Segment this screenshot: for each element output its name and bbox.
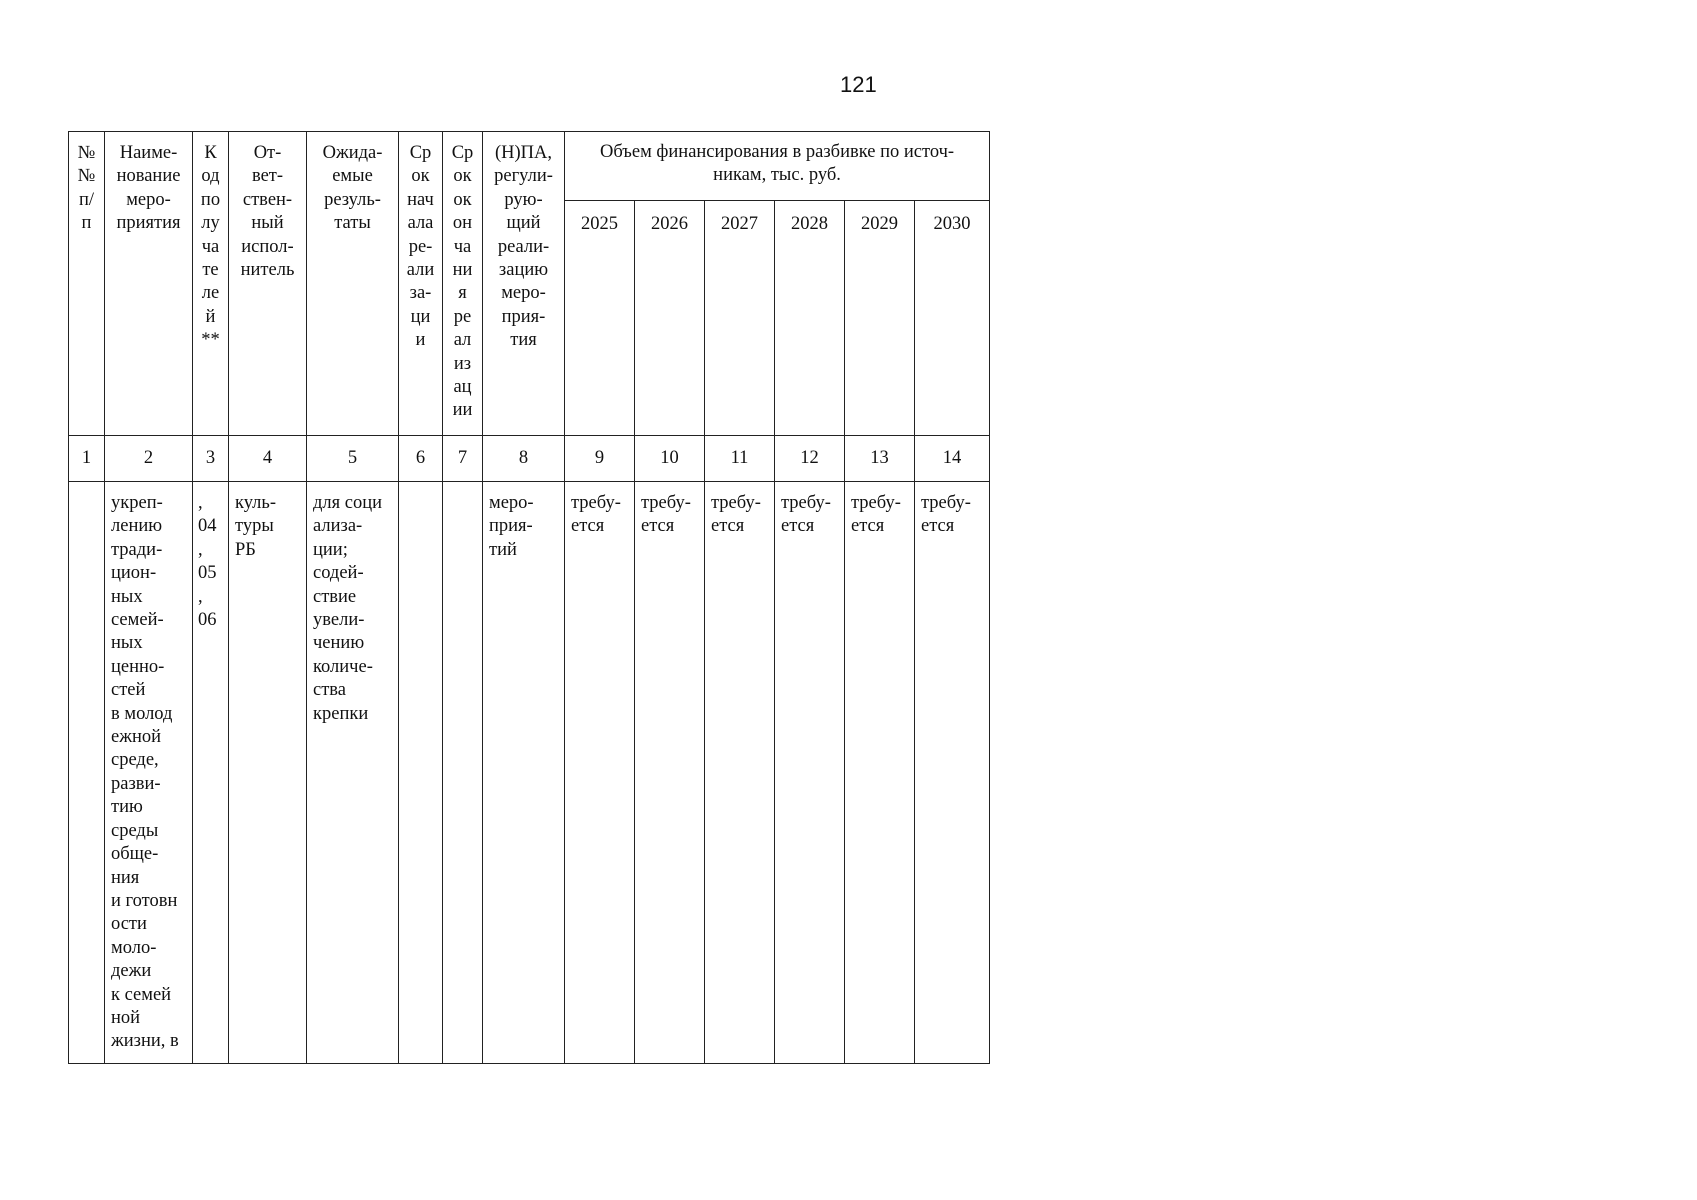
cell-end-date bbox=[443, 482, 483, 1064]
header-year-2027: 2027 bbox=[705, 201, 775, 436]
page-number: 121 bbox=[840, 72, 877, 97]
column-number: 12 bbox=[775, 436, 845, 482]
cell-financing-2027: требу- ется bbox=[705, 482, 775, 1064]
cell-recipient-code: , 04 , 05 , 06 bbox=[193, 482, 229, 1064]
cell-financing-2029: требу- ется bbox=[845, 482, 915, 1064]
header-regulatory-act: (Н)ПА, регули- рую- щий реали- зацию меро- прия- тия bbox=[483, 132, 565, 436]
column-number: 10 bbox=[635, 436, 705, 482]
cell-activity-name: укреп- лению тради- цион- ных семей- ных ценно- стей в молод ежной среде, разви- тию среды обще- ния и готовн ости моло- дежи к семей ной жизни, в bbox=[105, 482, 193, 1064]
cell-financing-2030: требу- ется bbox=[915, 482, 990, 1064]
column-number: 1 bbox=[69, 436, 105, 482]
cell-regulatory-act: меро- прия- тий bbox=[483, 482, 565, 1064]
header-financing-volume: Объем финансирования в разбивке по источ- никам, тыс. руб. bbox=[565, 132, 990, 201]
cell-number bbox=[69, 482, 105, 1064]
header-year-2029: 2029 bbox=[845, 201, 915, 436]
header-activity-name: Наиме- нование меро- приятия bbox=[105, 132, 193, 436]
header-year-2028: 2028 bbox=[775, 201, 845, 436]
column-number: 6 bbox=[399, 436, 443, 482]
column-number-row bbox=[69, 436, 990, 482]
financing-table bbox=[68, 131, 990, 1064]
cell-expected-results: для соци ализа- ции; содей- ствие увели- чению количе- ства крепки bbox=[307, 482, 399, 1064]
header-recipient-code: К од по лу ча те ле й ** bbox=[193, 132, 229, 436]
cell-financing-2028: требу- ется bbox=[775, 482, 845, 1064]
column-number: 8 bbox=[483, 436, 565, 482]
header-year-2030: 2030 bbox=[915, 201, 990, 436]
column-number: 2 bbox=[105, 436, 193, 482]
cell-start-date bbox=[399, 482, 443, 1064]
column-number: 13 bbox=[845, 436, 915, 482]
cell-responsible-executor: куль- туры РБ bbox=[229, 482, 307, 1064]
column-number: 3 bbox=[193, 436, 229, 482]
column-number: 7 bbox=[443, 436, 483, 482]
column-number: 14 bbox=[915, 436, 990, 482]
header-start-date: Ср ок нач ала ре- али за- ци и bbox=[399, 132, 443, 436]
header-responsible-executor: От- вет- ствен- ный испол- нитель bbox=[229, 132, 307, 436]
cell-financing-2025: требу- ется bbox=[565, 482, 635, 1064]
header-expected-results: Ожида- емые резуль- таты bbox=[307, 132, 399, 436]
table-row bbox=[69, 482, 990, 1064]
header-end-date: Ср ок ок он ча ни я ре ал из ац ии bbox=[443, 132, 483, 436]
column-number: 4 bbox=[229, 436, 307, 482]
column-number: 11 bbox=[705, 436, 775, 482]
header-row-top bbox=[69, 132, 990, 201]
header-number: № № п/ п bbox=[69, 132, 105, 436]
header-year-2026: 2026 bbox=[635, 201, 705, 436]
header-year-2025: 2025 bbox=[565, 201, 635, 436]
column-number: 5 bbox=[307, 436, 399, 482]
cell-financing-2026: требу- ется bbox=[635, 482, 705, 1064]
column-number: 9 bbox=[565, 436, 635, 482]
